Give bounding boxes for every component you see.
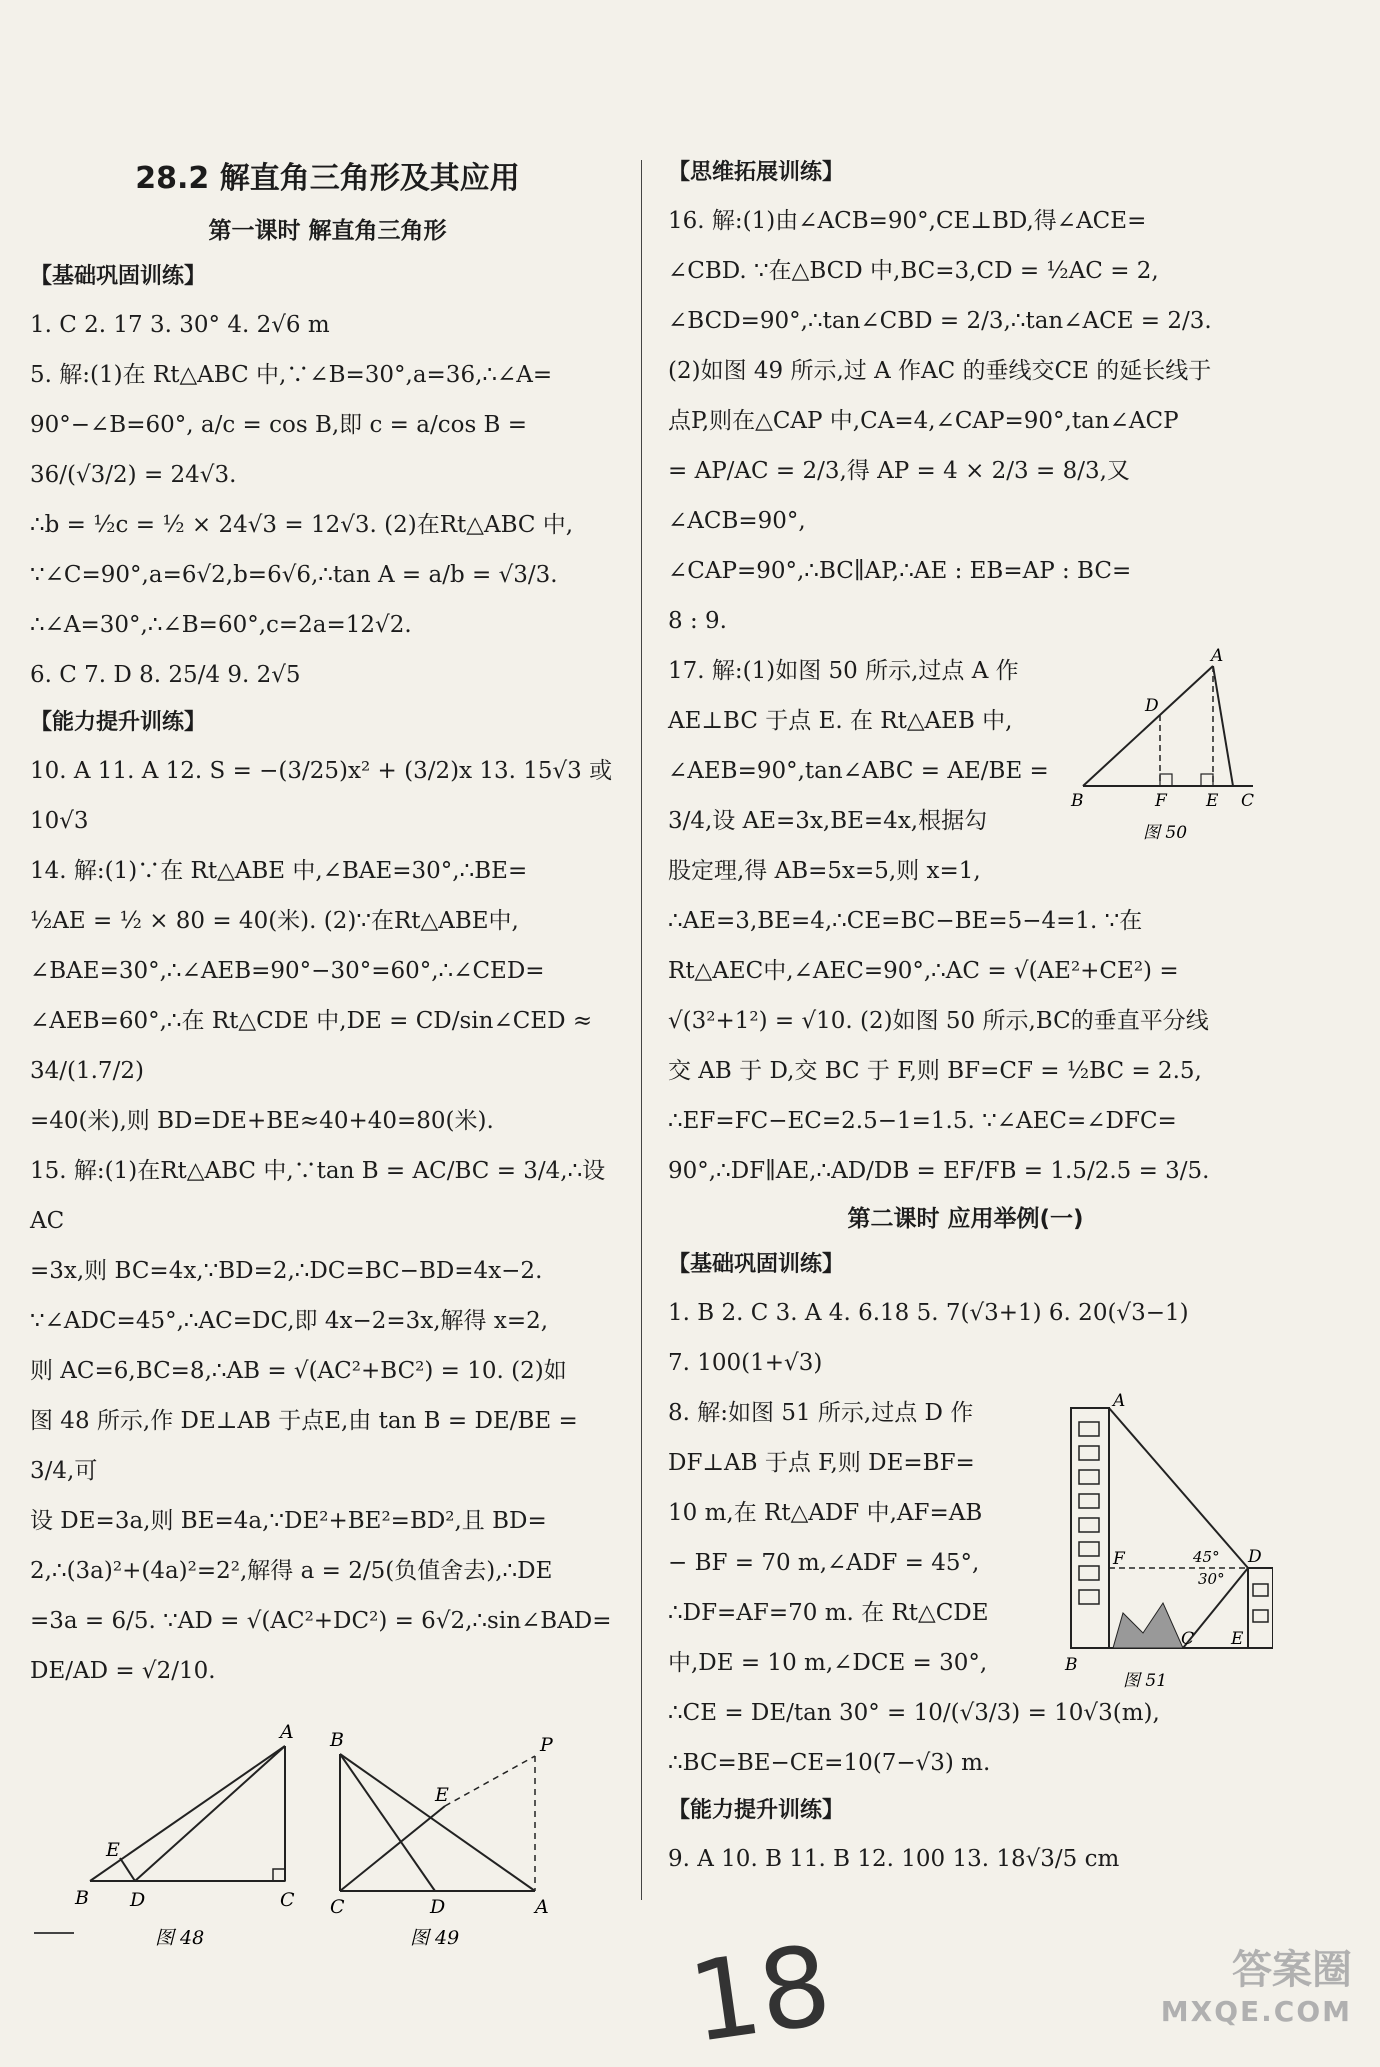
q16-line: = AP/AC = 2/3,得 AP = 4 × 2/3 = 8/3,又∠ACB=90°,	[668, 458, 1130, 534]
footer-rule	[34, 1932, 74, 1934]
q15-line: 2,∴(3a)²+(4a)²=2²,解得 a = 2/5(负值舍去),∴DE	[30, 1558, 553, 1584]
fig51-label: B	[1065, 1655, 1078, 1675]
fig48-label: C	[280, 1889, 295, 1911]
q17-line: 交 AB 于 D,交 BC 于 F,则 BF=CF = ½BC = 2.5,	[668, 1058, 1202, 1084]
q8-line: DF⊥AB 于点 F,则 DE=BF=	[668, 1450, 975, 1476]
q15-line: =3x,则 BC=4x,∵BD=2,∴DC=BC−BD=4x−2.	[30, 1258, 543, 1284]
fig51-label: C	[1181, 1629, 1195, 1649]
q8-line: − BF = 70 m,∠ADF = 45°,	[668, 1550, 980, 1576]
q17-line: ∠AEB=90°,tan∠ABC = AE/BE =	[668, 758, 1049, 784]
fig50-label: E	[1206, 791, 1219, 811]
q16-line: ∠BCD=90°,∴tan∠CBD = 2/3,∴tan∠ACE = 2/3.	[668, 308, 1212, 334]
q14-line: ∠AEB=60°,∴在 Rt△CDE 中,DE = CD/sin∠CED ≈ 34/(1.7/2)	[30, 1008, 593, 1084]
q15-line: 则 AC=6,BC=8,∴AB = √(AC²+BC²) = 10. (2)如	[30, 1358, 567, 1384]
q5-line: ∴∠A=30°,∴∠B=60°,c=2a=12√2.	[30, 612, 412, 638]
lesson2-title: 第二课时 应用举例(一)	[847, 1206, 1084, 1232]
q17-line: 17. 解:(1)如图 50 所示,过点 A 作	[668, 658, 1019, 684]
answers-13-cont: 10√3	[30, 808, 89, 834]
fig51-angle: 45°	[1193, 1548, 1220, 1566]
q14-line: =40(米),则 BD=DE+BE≈40+40=80(米).	[30, 1108, 494, 1134]
lesson-title: 第一课时 解直角三角形	[208, 218, 447, 244]
fig49-label: P	[540, 1734, 553, 1756]
q17-line: ∴EF=FC−EC=2.5−1=1.5. ∵∠AEC=∠DFC=	[668, 1108, 1177, 1134]
watermark-cn: 答案圈	[1232, 1947, 1352, 1993]
q8-line: ∴CE = DE/tan 30° = 10/(√3/3) = 10√3(m),	[668, 1700, 1160, 1726]
fig50-label: F	[1155, 791, 1167, 811]
q15-line: 设 DE=3a,则 BE=4a,∵DE²+BE²=BD²,且 BD=	[30, 1508, 547, 1534]
q5-solution	[30, 350, 625, 650]
thinking-header: 【思维拓展训练】	[668, 160, 845, 185]
answers-6-9: 6. C 7. D 8. 25/4 9. 2√5	[30, 662, 301, 688]
fig50-label: C	[1241, 791, 1255, 811]
figure-48	[74, 1721, 295, 1949]
fig51-label: A	[1113, 1391, 1126, 1411]
figure-49	[329, 1729, 554, 1949]
column-divider	[641, 160, 642, 1900]
fig50-label: A	[1211, 646, 1224, 666]
fig49-label: E	[435, 1784, 449, 1806]
q15-solution	[30, 1146, 625, 1696]
section-title: 28.2 解直角三角形及其应用	[135, 161, 520, 196]
q17-line: 股定理,得 AB=5x=5,则 x=1,	[668, 858, 981, 884]
q16-line: 16. 解:(1)由∠ACB=90°,CE⊥BD,得∠ACE=	[668, 208, 1147, 234]
q16-line: (2)如图 49 所示,过 A 作AC 的垂线交CE 的延长线于	[668, 358, 1212, 384]
figure-50	[1063, 646, 1263, 846]
basic-header: 【基础巩固训练】	[30, 264, 207, 289]
q15-line: DE/AD = √2/10.	[30, 1658, 216, 1684]
q16-line: ∠CBD. ∵在△BCD 中,BC=3,CD = ½AC = 2,	[668, 258, 1159, 284]
fig51-label: F	[1113, 1549, 1125, 1569]
q16-line: ∠CAP=90°,∴BC∥AP,∴AE : EB=AP : BC=	[668, 558, 1132, 584]
q17-line: ∴AE=3,BE=4,∴CE=BC−BE=5−4=1. ∵在	[668, 908, 1143, 934]
fig49-label: B	[330, 1729, 344, 1751]
fig49-label: A	[535, 1896, 549, 1918]
q16-line: 8 : 9.	[668, 608, 727, 634]
q14-line: 14. 解:(1)∵在 Rt△ABE 中,∠BAE=30°,∴BE=	[30, 858, 528, 884]
fig48-label: E	[106, 1839, 120, 1861]
q17-line: 90°,∴DF∥AE,∴AD/DB = EF/FB = 1.5/2.5 = 3/5.	[668, 1158, 1210, 1184]
fig49-label: D	[430, 1896, 446, 1918]
figures-48-49	[30, 1706, 625, 1984]
fig51-caption: 图 51	[1123, 1671, 1168, 1688]
q8-solution	[668, 1388, 1263, 1788]
q15-line: ∵∠ADC=45°,∴AC=DC,即 4x−2=3x,解得 x=2,	[30, 1308, 549, 1334]
watermark	[1161, 1938, 1352, 2028]
answers-10-13: 10. A 11. A 12. S = −(3/25)x² + (3/2)x 13. 15√3 或	[30, 758, 613, 784]
q5-line: 90°−∠B=60°, a/c = cos B,即 c = a/cos B = 36/(√3/2) = 24√3.	[30, 412, 528, 488]
q8-line: 10 m,在 Rt△ADF 中,AF=AB	[668, 1500, 983, 1526]
fig48-label: B	[75, 1887, 89, 1909]
fig51-label: D	[1248, 1547, 1262, 1567]
q17-line: √(3²+1²) = √10. (2)如图 50 所示,BC的垂直平分线	[668, 1008, 1209, 1034]
fig48-label: A	[280, 1721, 294, 1743]
fig48-caption: 图 48	[155, 1927, 205, 1949]
left-column	[30, 150, 625, 1984]
watermark-url: MXQE.COM	[1160, 1995, 1352, 2028]
q17-solution	[668, 646, 1263, 1196]
q17-line: Rt△AEC中,∠AEC=90°,∴AC = √(AE²+CE²) =	[668, 958, 1179, 984]
q8-line: 8. 解:如图 51 所示,过点 D 作	[668, 1400, 974, 1426]
fig48-label: D	[130, 1889, 146, 1911]
q15-line: 15. 解:(1)在Rt△ABC 中,∵tan B = AC/BC = 3/4,∴设AC	[30, 1158, 606, 1234]
fig49-caption: 图 49	[410, 1927, 460, 1949]
answers2-7: 7. 100(1+√3)	[668, 1350, 823, 1376]
ability2-header: 【能力提升训练】	[668, 1798, 845, 1823]
q17-line: AE⊥BC 于点 E. 在 Rt△AEB 中,	[668, 708, 1013, 734]
q8-line: ∴BC=BE−CE=10(7−√3) m.	[668, 1750, 991, 1776]
q8-line: 中,DE = 10 m,∠DCE = 30°,	[668, 1650, 988, 1676]
fig49-label: C	[330, 1896, 345, 1918]
q15-line: =3a = 6/5. ∵AD = √(AC²+DC²) = 6√2,∴sin∠BAD=	[30, 1608, 612, 1634]
q14-line: ½AE = ½ × 80 = 40(米). (2)∵在Rt△ABE中,	[30, 908, 519, 934]
fig50-caption: 图 50	[1143, 823, 1188, 843]
fig51-label: E	[1231, 1629, 1244, 1649]
q5-line: 5. 解:(1)在 Rt△ABC 中,∵∠B=30°,a=36,∴∠A=	[30, 362, 553, 388]
q5-line: ∵∠C=90°,a=6√2,b=6√6,∴tan A = a/b = √3/3.	[30, 562, 558, 588]
q16-solution	[668, 196, 1263, 646]
answers2-1-6: 1. B 2. C 3. A 4. 6.18 5. 7(√3+1) 6. 20(√3−1)	[668, 1300, 1189, 1326]
right-column	[668, 150, 1263, 1884]
q16-line: 点P,则在△CAP 中,CA=4,∠CAP=90°,tan∠ACP	[668, 408, 1179, 434]
ability-header: 【能力提升训练】	[30, 710, 207, 735]
fig51-angle: 30°	[1198, 1570, 1225, 1588]
answers-1-4: 1. C 2. 17 3. 30° 4. 2√6 m	[30, 312, 330, 338]
q17-line: 3/4,设 AE=3x,BE=4x,根据勾	[668, 808, 988, 834]
q15-line: 图 48 所示,作 DE⊥AB 于点E,由 tan B = DE/BE = 3/4,可	[30, 1408, 578, 1484]
fig50-label: D	[1145, 696, 1159, 716]
q8-line: ∴DF=AF=70 m. 在 Rt△CDE	[668, 1600, 989, 1626]
q14-line: ∠BAE=30°,∴∠AEB=90°−30°=60°,∴∠CED=	[30, 958, 545, 984]
fig50-label: B	[1071, 791, 1084, 811]
basic2-header: 【基础巩固训练】	[668, 1252, 845, 1277]
q14-solution	[30, 846, 625, 1146]
page-number: 18	[681, 1920, 839, 2067]
q5-line: ∴b = ½c = ½ × 24√3 = 12√3. (2)在Rt△ABC 中,	[30, 512, 574, 538]
answers2-9-13: 9. A 10. B 11. B 12. 100 13. 18√3/5 cm	[668, 1846, 1120, 1872]
figure-48-49-svg	[30, 1706, 625, 1966]
figure-51	[1043, 1388, 1273, 1688]
